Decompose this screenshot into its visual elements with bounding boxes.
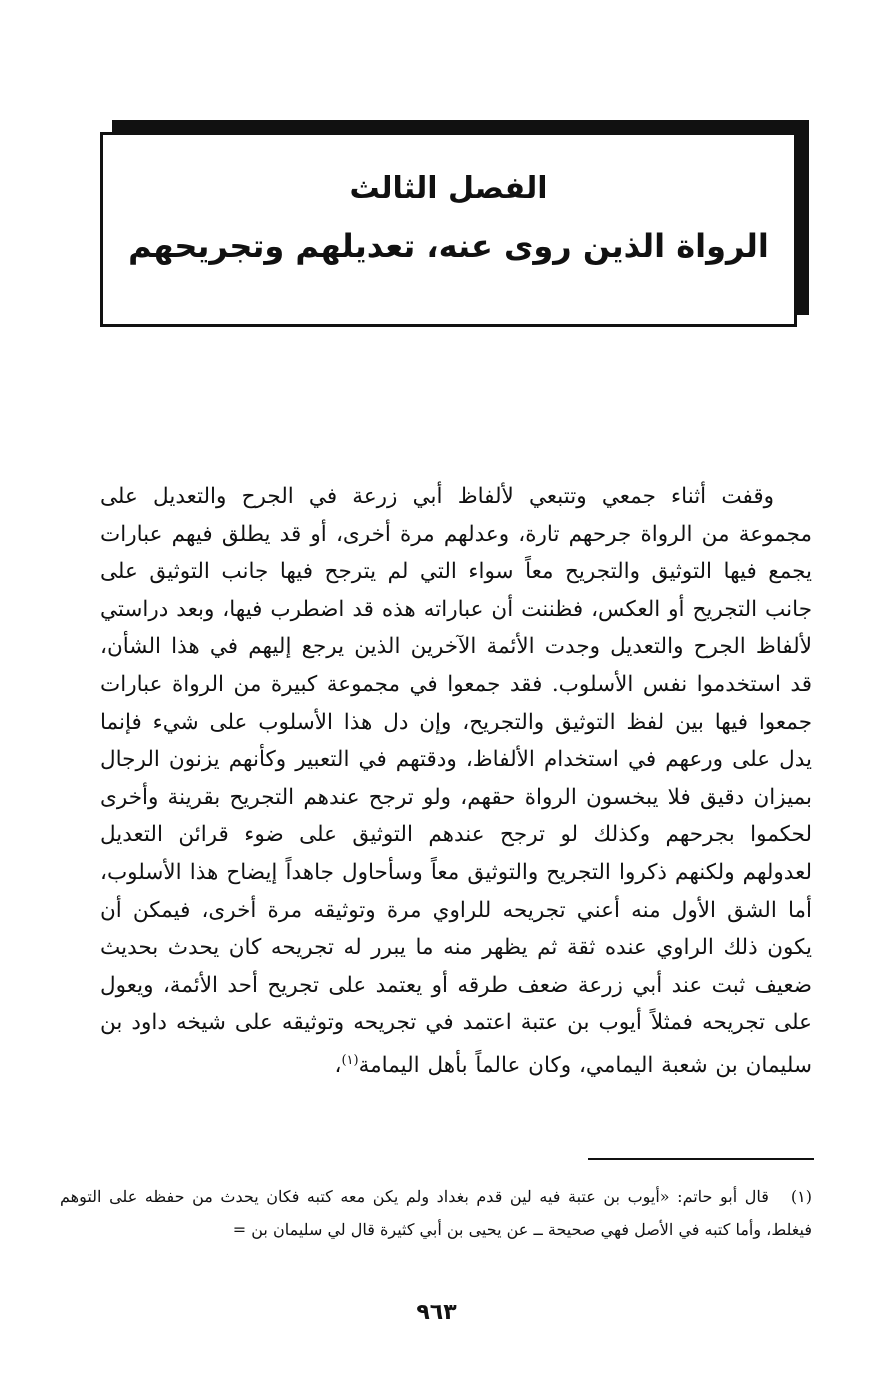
chapter-title-box (100, 132, 797, 327)
footnote (60, 1180, 812, 1246)
body-paragraph (100, 478, 812, 1085)
chapter-heading: الفصل الثالث (349, 171, 548, 206)
footnote-text: قال أبو حاتم: «أيوب بن عتبة فيه لين قدم بغداد ولم يكن معه كتبه فكان يحدث من حفظه على التوهم فيغلط، وأما كتبه في الأصل فهي صحيحة ــ عن يحيى بن أبي كثيرة قال لي سليمان بن = (60, 1187, 812, 1239)
chapter-title: الرواة الذين روى عنه، تعديلهم وتجريحهم (128, 227, 769, 265)
body-paragraph-text: وقفت أثناء جمعي وتتبعي لألفاظ أبي زرعة في الجرح والتعديل على مجموعة من الرواة جرحهم تارة، وعدلهم مرة أخرى، أو قد يطلق فيهم عبارات يجمع فيها التوثيق والتجريح معاً سواء التي لم يترجح فيها جانب التوثيق على جانب التجريح أو العكس، فظننت أن عباراته هذه قد اضطرب فيها، وبعد دراستي لألفاظ الجرح والتعديل وجدت الأئمة الآخرين الذين يرجع إليهم في هذا الشأن، قد استخدموا نفس الأسلوب. فقد جمعوا في مجموعة كبيرة من الرواة عبارات جمعوا فيها بين لفظ التوثيق والتجريح، وإن دل هذا الأسلوب على شيء فإنما يدل على ورعهم في استخدام الألفاظ، ودقتهم في التعبير وكأنهم يزنون الرجال بميزان دقيق فلا يبخسون الرواة حقهم، ولو ترجح عندهم التجريح بقرينة وأخرى لحكموا بجرحهم وكذلك لو ترجح عندهم التوثيق على ضوء قرائن التعديل لعدولهم ولكنهم ذكروا التجريح والتوثيق معاً وسأحاول جاهداً إيضاح هذا الأسلوب، أما الشق الأول منه أعني تجريحه للراوي مرة وتوثيقه مرة أخرى، فيمكن أن يكون ذلك الراوي عنده ثقة ثم يظهر منه ما يبرر له تجريحه كان يحدث بحديث ضعيف ثبت عند أبي زرعة ضعف طرقه أو يعتمد على تجريح أحد الأئمة، ويعول على تجريحه فمثلاً أيوب بن عتبة اعتمد في تجريحه وتوثيقه على شيخه داود بن سليمان بن شعبة اليمامي، وكان عالماً بأهل اليمامة (100, 484, 812, 1079)
footnote-divider (588, 1158, 814, 1160)
footnote-reference: (١) (341, 1052, 359, 1068)
footnote-number: (١) (790, 1187, 812, 1206)
page-number: ٩٦٣ (416, 1300, 457, 1325)
body-trailing-punctuation: ، (334, 1053, 342, 1079)
